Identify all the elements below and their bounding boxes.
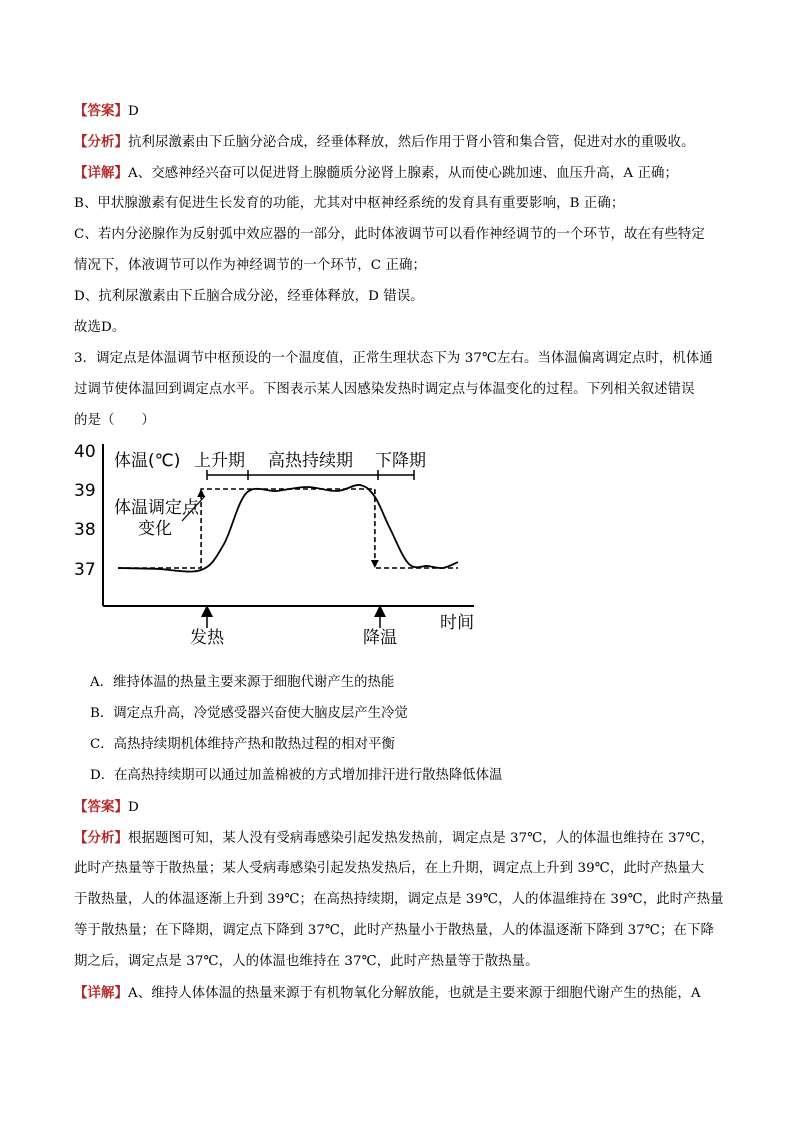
answer-value: D xyxy=(127,800,139,815)
q3-analysis-line-4: 等于散热量；在下降期，调定点下降到 37℃，此时产热量小于散热量，人的体温逐渐下降到 37℃；在下降 xyxy=(74,923,714,938)
q2-detail-a-line xyxy=(74,163,678,184)
q3-analysis-line-5: 期之后，调定点是 37℃，人的体温也维持在 37℃，此时产热量等于散热量。 xyxy=(74,954,539,969)
setpoint-fall-arrowhead xyxy=(371,560,379,568)
y-tick-37: 37 xyxy=(74,560,96,580)
q2-answer-line xyxy=(74,101,139,122)
q2-detail-d-line: D、抗利尿激素由下丘脑合成分泌，经垂体释放，D 错误。 xyxy=(74,289,424,304)
q2-analysis-line xyxy=(74,132,695,153)
q3-analysis-line-2: 此时产热量等于散热量；某人受病毒感染引起发热发热后，在上升期，调定点上升到 39℃，此时产热量大 xyxy=(74,861,705,876)
event-fever-label: 发热 xyxy=(190,628,225,648)
setpoint-rise-arrowhead xyxy=(197,489,205,497)
q3-analysis-line-1 xyxy=(74,828,714,849)
analysis-tag: 【分析】 xyxy=(74,134,128,150)
answer-tag: 【答案】 xyxy=(74,799,128,815)
analysis-tag: 【分析】 xyxy=(74,830,128,846)
y-axis-label: 体温(℃) xyxy=(114,451,181,471)
detail-tag: 【详解】 xyxy=(74,165,128,181)
q2-conclusion-line: 故选D。 xyxy=(74,320,126,335)
detail-text-1: A、维持人体体温的热量来源于有机物氧化分解放能，也就是主要来源于细胞代谢产生的热能，A xyxy=(127,986,701,1001)
q3-answer-line xyxy=(74,797,139,818)
setpoint-label-line1: 体温调定点 xyxy=(114,498,199,518)
detail-a-text: A、交感神经兴奋可以促进肾上腺髓质分泌肾上腺素，从而使心跳加速、血压升高，A 正确； xyxy=(127,166,678,181)
analysis-text-1: 根据题图可知，某人没有受病毒感染引起发热发热前，调定点是 37℃，人的体温也维持在 37℃， xyxy=(127,831,714,846)
option-a: A．维持体温的热量主要来源于细胞代谢产生的热能 xyxy=(90,675,395,690)
q3-stem-line-2: 过调节使体温回到调定点水平。下图表示某人因感染发热时调定点与体温变化的过程。下列相关叙述错误 xyxy=(74,382,695,397)
analysis-text: 抗利尿激素由下丘脑分泌合成，经垂体释放，然后作用于肾小管和集合管，促进对水的重吸收。 xyxy=(127,135,695,150)
phase-brackets xyxy=(207,470,414,480)
phase-high-label: 高热持续期 xyxy=(268,451,353,471)
y-tick-39: 39 xyxy=(74,481,96,501)
detail-tag: 【详解】 xyxy=(74,985,128,1001)
y-tick-40: 40 xyxy=(74,442,96,462)
temperature-figure xyxy=(72,438,492,638)
q2-detail-b-line: B、甲状腺激素有促进生长发育的功能，尤其对中枢神经系统的发育具有重要影响，B 正确； xyxy=(74,196,625,211)
phase-fall-label: 下降期 xyxy=(375,451,426,471)
x-axis-label: 时间 xyxy=(440,613,475,633)
option-c: C．高热持续期机体维持产热和散热过程的相对平衡 xyxy=(90,737,395,752)
q3-stem-line-3: 的是（ ） xyxy=(74,413,155,428)
q2-detail-c1-line: C、若内分泌腺作为反射弧中效应器的一部分，此时体液调节可以看作神经调节的一个环节，故在有些特定 xyxy=(74,227,705,242)
answer-tag: 【答案】 xyxy=(74,103,128,119)
option-b: B．调定点升高，冷觉感受器兴奋使大脑皮层产生冷觉 xyxy=(90,706,408,721)
phase-rise-label: 上升期 xyxy=(194,451,245,471)
event-cool-label: 降温 xyxy=(363,628,398,648)
q3-detail-line-1 xyxy=(74,983,701,1004)
q3-stem-line-1: 3．调定点是体温调节中枢预设的一个温度值，正常生理状态下为 37℃左右。当体温偏离调定点时，机体通 xyxy=(74,351,713,366)
q3-analysis-line-3: 于散热量，人的体温逐渐上升到 39℃；在高热持续期，调定点是 39℃，人的体温维持在 39℃，此时产热量 xyxy=(74,892,724,907)
q2-detail-c2-line: 情况下，体液调节可以作为神经调节的一个环节，C 正确； xyxy=(74,258,426,273)
setpoint-label-line2: 变化 xyxy=(138,519,172,539)
answer-value: D xyxy=(127,104,139,119)
y-tick-38: 38 xyxy=(74,520,96,540)
option-d: D．在高热持续期可以通过加盖棉被的方式增加排汗进行散热降低体温 xyxy=(90,768,503,783)
